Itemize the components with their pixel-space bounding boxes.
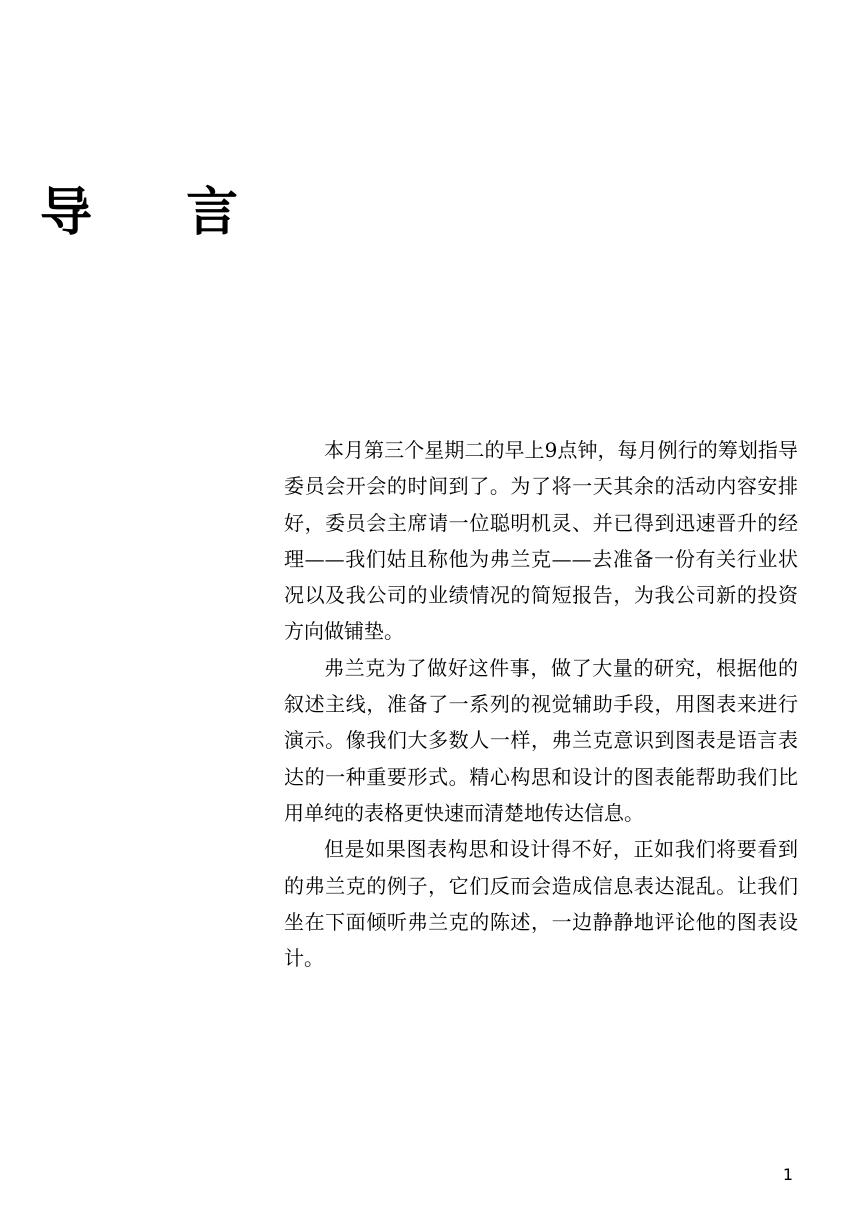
chapter-title: 导 言 xyxy=(40,183,277,243)
page-number: 1 xyxy=(782,1165,793,1184)
paragraph: 本月第三个星期二的早上9点钟，每月例行的筹划指导委员会开会的时间到了。为了将一天其余的活动内容安排好，委员会主席请一位聪明机灵、并已得到迅速晋升的经理——我们姑且称他为弗兰克——去准备一份有关行业状况以及我公司的业绩情况的简短报告，为我公司新的投资方向做铺垫。 xyxy=(284,438,798,644)
paragraph: 但是如果图表构思和设计得不好，正如我们将要看到的弗兰克的例子，它们反而会造成信息表达混乱。让我们坐在下面倾听弗兰克的陈述，一边静静地评论他的图表设计。 xyxy=(284,837,798,971)
body-text xyxy=(284,432,798,976)
paragraph: 弗兰克为了做好这件事，做了大量的研究，根据他的叙述主线，准备了一系列的视觉辅助手段，用图表来进行演示。像我们大多数人一样，弗兰克意识到图表是语言表达的一种重要形式。精心构思和设计的图表能帮助我们比用单纯的表格更快速而清楚地传达信息。 xyxy=(284,655,798,825)
